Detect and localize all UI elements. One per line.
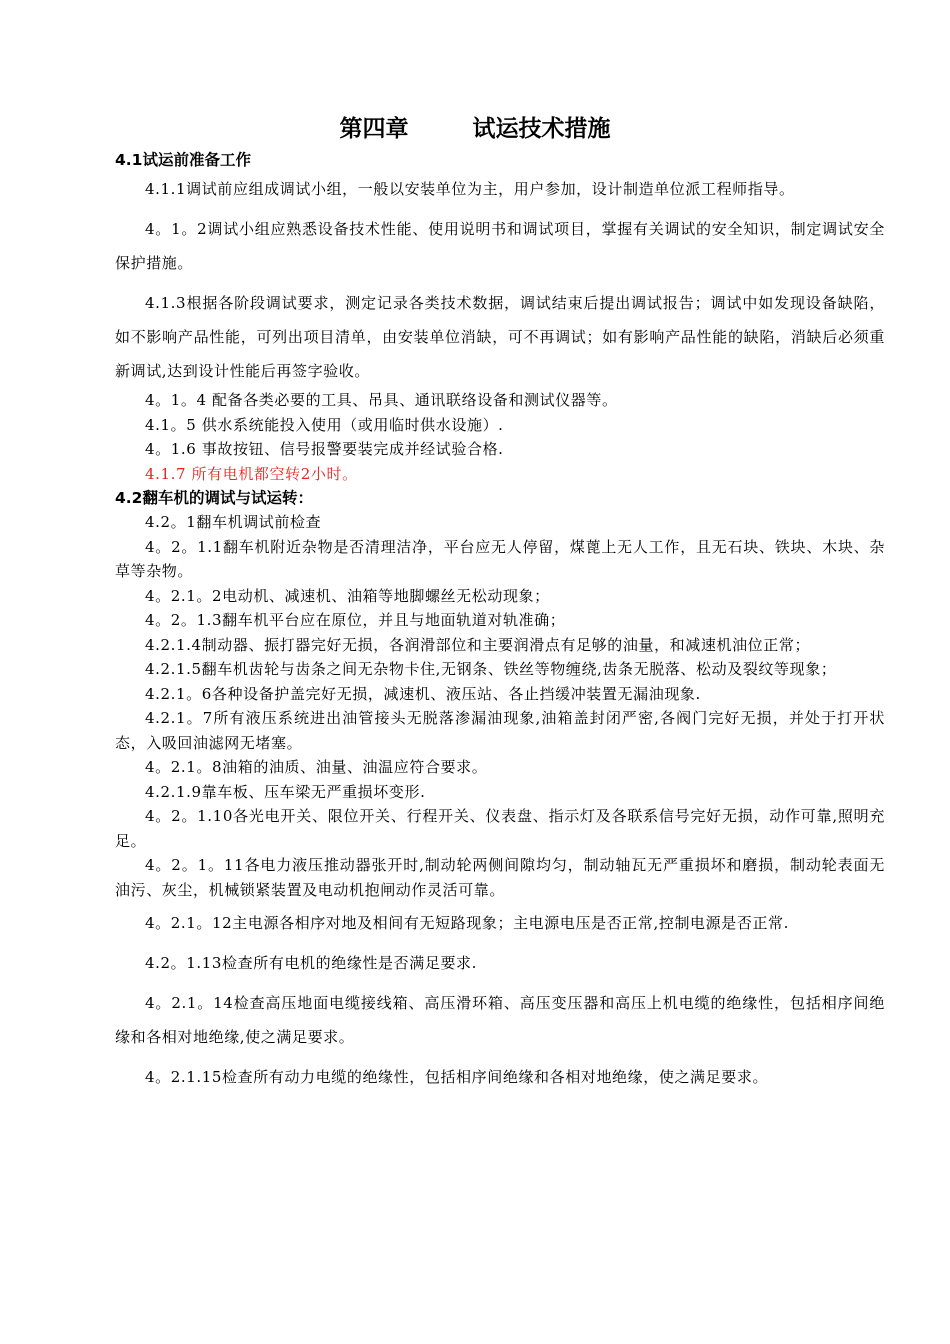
paragraph-4-2-1-1: 4。2。1.1翻车机附近杂物是否清理洁净，平台应无人停留，煤蓖上无人工作，且无石块、铁块、木块、杂草等杂物。 <box>115 537 885 580</box>
document-body <box>115 148 885 1094</box>
paragraph-4-2-1-12: 4。2.1。12主电源各相序对地及相间有无短路现象；主电源电压是否正常,控制电源是否正常. <box>145 914 790 932</box>
section-heading-4-1: 4.1试运前准备工作 <box>115 151 251 169</box>
chapter-title: 第四章 试运技术措施 <box>339 116 611 142</box>
paragraph-4-2-1-8: 4。2.1。8油箱的油质、油量、油温应符合要求。 <box>145 758 488 776</box>
paragraph-4-2-1-5: 4.2.1.5翻车机齿轮与齿条之间无杂物卡住,无钢条、铁丝等物缠绕,齿条无脱落、松动及裂纹等现象； <box>145 660 837 678</box>
paragraph-4-2-1: 4.2。1翻车机调试前检查 <box>145 513 322 531</box>
paragraph-4-2-1-11: 4。2。1。11各电力液压推动器张开时,制动轮两侧间隙均匀，制动轴瓦无严重损坏和磨损，制动轮表面无油污、灰尘，机械锁紧装置及电动机抱闸动作灵活可靠。 <box>115 856 885 899</box>
paragraph-4-2-1-10: 4。2。1.10各光电开关、限位开关、行程开关、仪表盘、指示灯及各联系信号完好无损，动作可靠,照明充足。 <box>115 807 885 850</box>
paragraph-4-2-1-9: 4.2.1.9靠车板、压车梁无严重损坏变形. <box>145 782 426 801</box>
paragraph-4-2-1-3: 4。2。1.3翻车机平台应在原位，并且与地面轨道对轨准确； <box>145 611 566 629</box>
paragraph-4-2-1-15: 4。2.1.15检查所有动力电缆的绝缘性，包括相序间绝缘和各相对地绝缘，使之满足要求。 <box>145 1068 769 1086</box>
paragraph-4-2-1-14: 4。2.1。14检查高压地面电缆接线箱、高压滑环箱、高压变压器和高压上机电缆的绝缘性，包括相序间绝缘和各相对地绝缘,使之满足要求。 <box>115 994 885 1046</box>
paragraph-4-1-6: 4。1.6 事故按钮、信号报警要装完成并经试验合格. <box>145 440 504 458</box>
paragraph-4-1-1: 4.1.1调试前应组成调试小组，一般以安装单位为主，用户参加，设计制造单位派工程师指导。 <box>145 180 795 198</box>
paragraph-4-1-3: 4.1.3根据各阶段调试要求，测定记录各类技术数据，调试结束后提出调试报告；调试中如发现设备缺陷，如不影响产品性能，可列出项目清单，由安装单位消缺，可不再调试；如有影响产品性能的缺陷，消缺后必须重新调试,达到设计性能后再签字验收。 <box>115 294 885 380</box>
paragraph-4-2-1-4: 4.2.1.4制动器、振打器完好无损，各润滑部位和主要润滑点有足够的油量，和减速机油位正常； <box>145 635 811 654</box>
paragraph-4-1-2: 4。1。2调试小组应熟悉设备技术性能、使用说明书和调试项目，掌握有关调试的安全知识，制定调试安全保护措施。 <box>115 220 885 272</box>
paragraph-4-2-1-6: 4.2.1。6各种设备护盖完好无损，减速机、液压站、各止挡缓冲装置无漏油现象. <box>145 684 701 703</box>
paragraph-4-1-4: 4。1。4 配备各类必要的工具、吊具、通讯联络设备和测试仪器等。 <box>145 391 618 409</box>
paragraph-4-1-7-highlighted: 4.1.7 所有电机都空转2小时。 <box>145 464 358 483</box>
paragraph-4-2-1-7: 4.2.1。7所有液压系统进出油管接头无脱落渗漏油现象,油箱盖封闭严密,各阀门完好无损，并处于打开状态，入吸回油滤网无堵塞。 <box>115 709 885 752</box>
paragraph-4-1-5: 4.1。5 供水系统能投入使用（或用临时供水设施）. <box>145 415 504 434</box>
paragraph-4-2-1-2: 4。2.1。2电动机、减速机、油箱等地脚螺丝无松动现象； <box>145 586 550 605</box>
paragraph-4-2-1-13: 4.2。1.13检查所有电机的绝缘性是否满足要求. <box>145 954 478 972</box>
section-heading-4-2: 4.2翻车机的调试与试运转： <box>115 489 313 507</box>
